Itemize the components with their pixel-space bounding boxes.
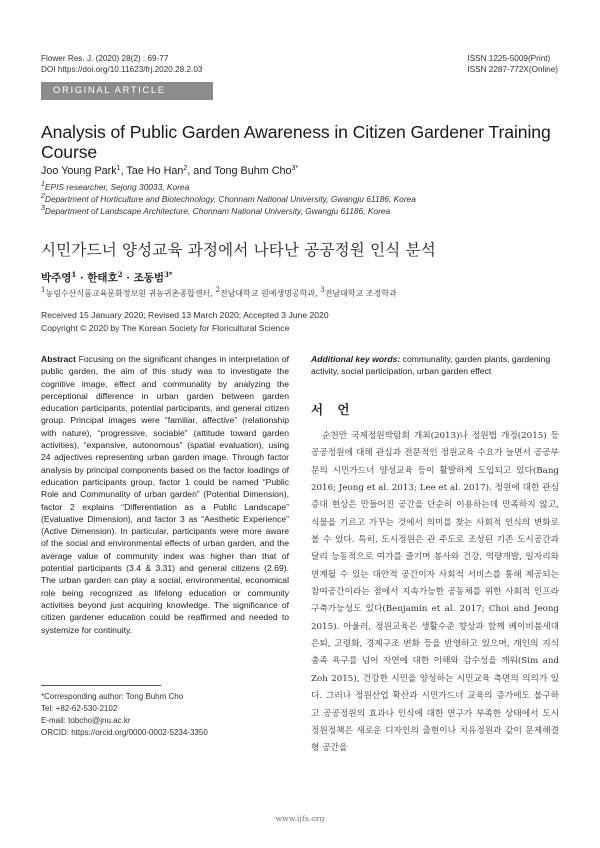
submission-dates: Received 15 January 2020; Revised 13 March 2020; Accepted 3 June 2020 xyxy=(41,310,329,320)
author-name: Joo Young Park xyxy=(41,165,117,177)
abstract xyxy=(41,353,289,636)
section-heading-introduction: 서 언 xyxy=(311,402,355,417)
korean-author-name: 한태호 xyxy=(87,272,118,284)
affiliation-mark: 2 xyxy=(215,286,220,294)
affiliation-mark: 2 xyxy=(41,193,45,200)
orcid-link[interactable]: ORCID: https://orcid.org/0000-0002-5234-3350 xyxy=(41,728,208,737)
email-link[interactable]: E-mail: tobcho@jnu.ac.kr xyxy=(41,716,131,725)
author-separator: · xyxy=(122,272,134,284)
affiliation-text: 농림수산식품교육문화정보원 귀농귀촌종합센터, xyxy=(45,289,216,298)
corresponding-author: *Corresponding author: Tong Buhm Cho xyxy=(41,692,184,701)
keywords-text: communality, garden plants, gardening activity, social participation, urban garden effect xyxy=(311,354,551,377)
affiliation-mark: 3 xyxy=(320,286,325,294)
keywords xyxy=(311,353,559,378)
affiliation-text: Department of Landscape Architecture, Chonnam National University, Gwangju 61186, Korea xyxy=(44,206,391,216)
korean-affiliations xyxy=(41,288,397,299)
author-separator: , and xyxy=(187,165,215,177)
affiliation-text: EPIS researcher, Sejong 30033, Korea xyxy=(44,182,190,192)
phone-number: Tel: +82-62-530-2102 xyxy=(41,704,118,713)
affiliation-text: Department of Horticulture and Biotechnology, Chonnam National University, Gwangju 61186, Korea xyxy=(44,194,416,204)
introduction-paragraph: 순천만 국제정원박람회 개최(2013)나 정원법 개정(2015) 등 공공정원에 대해 관심과 전문적인 정원교육 수요가 늘면서 공공부문의 시민가드너 양성교육 등이 활발하게 도입되고 있다(Bang 2016; Jeong et al. 2013; Lee et al. 2017). 정원에 대한 관심증대 현상은 만들어진 공간을 단순히 이용하는데 만족하지 않고, 식물을 기르고 가꾸는 것에서 의미를 찾는 사회적 인식의 변화로 볼 수 있다. 특히, 도시정원은 관 주도로 조성된 기존 도시공간과 달리 능동적으로 여가를 즐기며 봉사와 건강, 역량개발, 일자리와 연계될 수 있는 대안적 공간이자 사회적 서비스를 통해 제공되는 참여공간이라는 점에서 지속가능한 공동체를 위한 사회적 인프라 구축가능성도 있다(Benjamin et al. 2017; Choi and Jeong 2015). 아울러, 정원교육은 생활수준 향상과 함께 베이비붐세대 은퇴, 고령화, 경제구조 변화 등을 반영하고 있으며, 개인의 지식충족 욕구를 넘어 자연에 대한 이해와 감수성을 깨워(Sim and Zoh 2015), 건강한 시민을 양성하는 시민교육 측면의 의의가 있다. 그러나 정원산업 확산과 시민가드너 교육의 증가에도 불구하고 공공정원의 효과나 인식에 대한 연구가 부족한 상태에서 도시정원정책은 새로운 디자인의 출현이나 치유정원과 같이 문제해결형 공간을 xyxy=(311,431,559,754)
keywords-label: Additional key words: xyxy=(311,354,401,364)
affiliation-text: 전남대학교 조경학과 xyxy=(324,289,397,298)
affiliation xyxy=(41,194,416,205)
issn-block xyxy=(467,53,558,75)
author-separator: , xyxy=(120,165,127,177)
doi-link[interactable]: DOI https://doi.org/10.11623/frj.2020.28.2.03 xyxy=(41,65,203,74)
affiliation-mark: 3 xyxy=(41,205,45,212)
copyright-notice: Copyright © 2020 by The Korean Society for Floricultural Science xyxy=(41,323,290,333)
abstract-text: Focusing on the significant changes in interpretation of public garden, the aim of this study was to investigate the cognitive image, effect and communality by analyzing the perceptional difference in urban garden between garden education participants, potential participants, and general citizen group. Principal images were “familiar, affective” (relationship with nature), “progressive, sociable” (attitude toward garden activities), “expansive, autonomous” (spatial evaluation), using 24 adjectives representing urban garden image. Through factor analysis by principal components based on the factor loadings of education participants group, factor 1 could be named “Public Role and Communality of urban garden” (Potential Dimension), factor 2 explains “Differentiation as a Public Landscape” (Evaluative Dimension), and factor 3 as “Aesthetic Experience” (Active Dimension). In particular, participants were more aware of the social and environmental effects of urban garden, and the average value of community index was higher than that of potential participants (3.4 & 3.31) and general citizens (2.69). The urban garden can play a social, environmental, economical role being recognized as lifelong education or community activities beyond just acquiring knowledge. The significance of citizen gardener education could be reaffirmed and needed to systemize for continuity. xyxy=(41,354,289,635)
korean-author-list xyxy=(41,270,173,285)
affiliation-mark: 1 xyxy=(41,286,46,294)
affiliation xyxy=(41,182,189,193)
author-affiliation-mark: 2 xyxy=(117,270,123,279)
correspondence-block xyxy=(41,691,208,739)
author-affiliation-mark: 1 xyxy=(71,270,77,279)
author-name: Tae Ho Han xyxy=(126,165,184,177)
affiliation-text: 전남대학교 원예생명공학과, xyxy=(219,289,321,298)
korean-author-name: 박주영 xyxy=(41,272,72,284)
issn-print: ISSN 1225-5009(Print) xyxy=(467,54,551,63)
footnote-divider xyxy=(41,685,161,686)
korean-title: 시민가드너 양성교육 과정에서 나타난 공공정원 인식 분석 xyxy=(41,241,436,259)
korean-author-name: 조동범 xyxy=(133,272,164,284)
author-affiliation-mark: 2 xyxy=(183,165,188,172)
article-type-banner: ORIGINAL ARTICLE xyxy=(41,82,213,100)
affiliation xyxy=(41,206,390,217)
affiliation-mark: 1 xyxy=(41,181,45,188)
journal-website-link[interactable]: www.ijfs.org xyxy=(275,814,325,823)
article-title: Analysis of Public Garden Awareness in Citizen Gardener Training Course xyxy=(41,122,551,162)
author-list xyxy=(41,165,298,177)
issn-online: ISSN 2287-772X(Online) xyxy=(467,65,558,74)
journal-header xyxy=(41,53,202,75)
author-affiliation-mark: 3* xyxy=(291,165,299,172)
author-affiliation-mark: 3* xyxy=(164,270,173,279)
journal-citation: Flower Res. J. (2020) 28(2) : 69-77 xyxy=(41,54,169,63)
author-separator: · xyxy=(76,272,88,284)
author-affiliation-mark: 1 xyxy=(116,165,121,172)
abstract-label: Abstract xyxy=(41,354,76,364)
author-name: Tong Buhm Cho xyxy=(214,165,292,177)
